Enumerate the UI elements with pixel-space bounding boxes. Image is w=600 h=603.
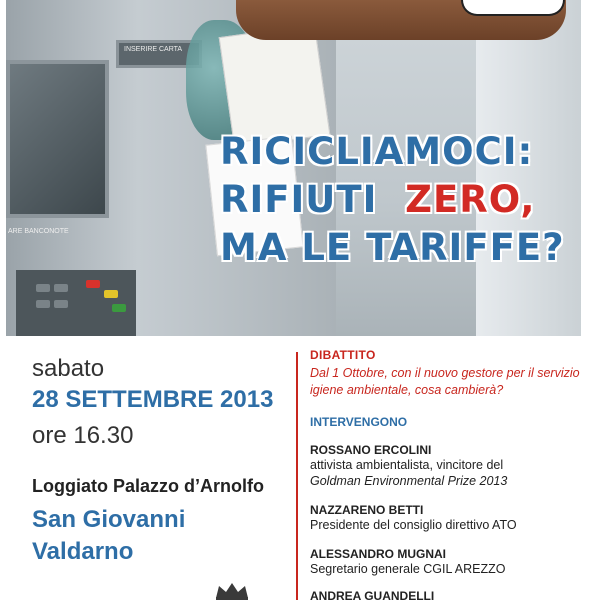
event-venue: Loggiato Palazzo d’Arnolfo (32, 476, 264, 496)
speaker-name: NAZZARENO BETTI (310, 503, 424, 517)
event-date: 28 SETTEMBRE 2013 (32, 386, 274, 413)
event-city-line2: Valdarno (32, 538, 134, 565)
key (54, 284, 68, 292)
event-city-line1: San Giovanni (32, 506, 186, 533)
event-day: sabato (32, 355, 105, 382)
headline-line2-a: RIFIUTI (220, 178, 378, 221)
atm-screen (6, 60, 109, 218)
speaker-role: Presidente del consiglio direttivo ATO (310, 518, 517, 532)
key (54, 300, 68, 308)
event-city (32, 504, 185, 568)
atm-keypad (16, 270, 136, 336)
speaker-name: ALESSANDRO MUGNAI (310, 547, 447, 561)
crown-emblem-icon (214, 580, 250, 600)
key (36, 284, 50, 292)
key (36, 300, 50, 308)
headline (220, 128, 590, 272)
speaker-name: ROSSANO ERCOLINI (310, 443, 432, 457)
speaker-role: Segretario generale CGIL AREZZO (310, 562, 506, 576)
program-column (310, 348, 595, 603)
key-yellow (104, 290, 118, 298)
key-red (86, 280, 100, 288)
column-divider (296, 352, 298, 600)
logo-emblem (461, 0, 565, 16)
speaker-role-award: Goldman Environmental Prize 2013 (310, 474, 508, 488)
speaker-role: attivista ambientalista, vincitore del (310, 458, 504, 472)
speaker-item (310, 547, 595, 577)
debate-label: DIBATTITO (310, 348, 376, 362)
headline-line2-b: ZERO, (405, 178, 536, 221)
atm-label-cash: ARE BANCONOTE (8, 228, 69, 235)
key-green (112, 304, 126, 312)
headline-line1: RICICLIAMOCI: (220, 130, 534, 173)
speaker-name-cut: ANDREA GUANDELLI (310, 589, 435, 603)
speakers-label: INTERVENGONO (310, 415, 408, 429)
speaker-item (310, 503, 595, 533)
atm-label-card: INSERIRE CARTA (124, 46, 183, 53)
speaker-item (310, 443, 595, 489)
debate-question: Dal 1 Ottobre, con il nuovo gestore per il servizio igiene ambientale, cosa cambierà? (310, 366, 580, 397)
event-time: ore 16.30 (32, 422, 134, 449)
headline-line2 (220, 176, 590, 224)
headline-line3: MA LE TARIFFE? (220, 226, 565, 269)
